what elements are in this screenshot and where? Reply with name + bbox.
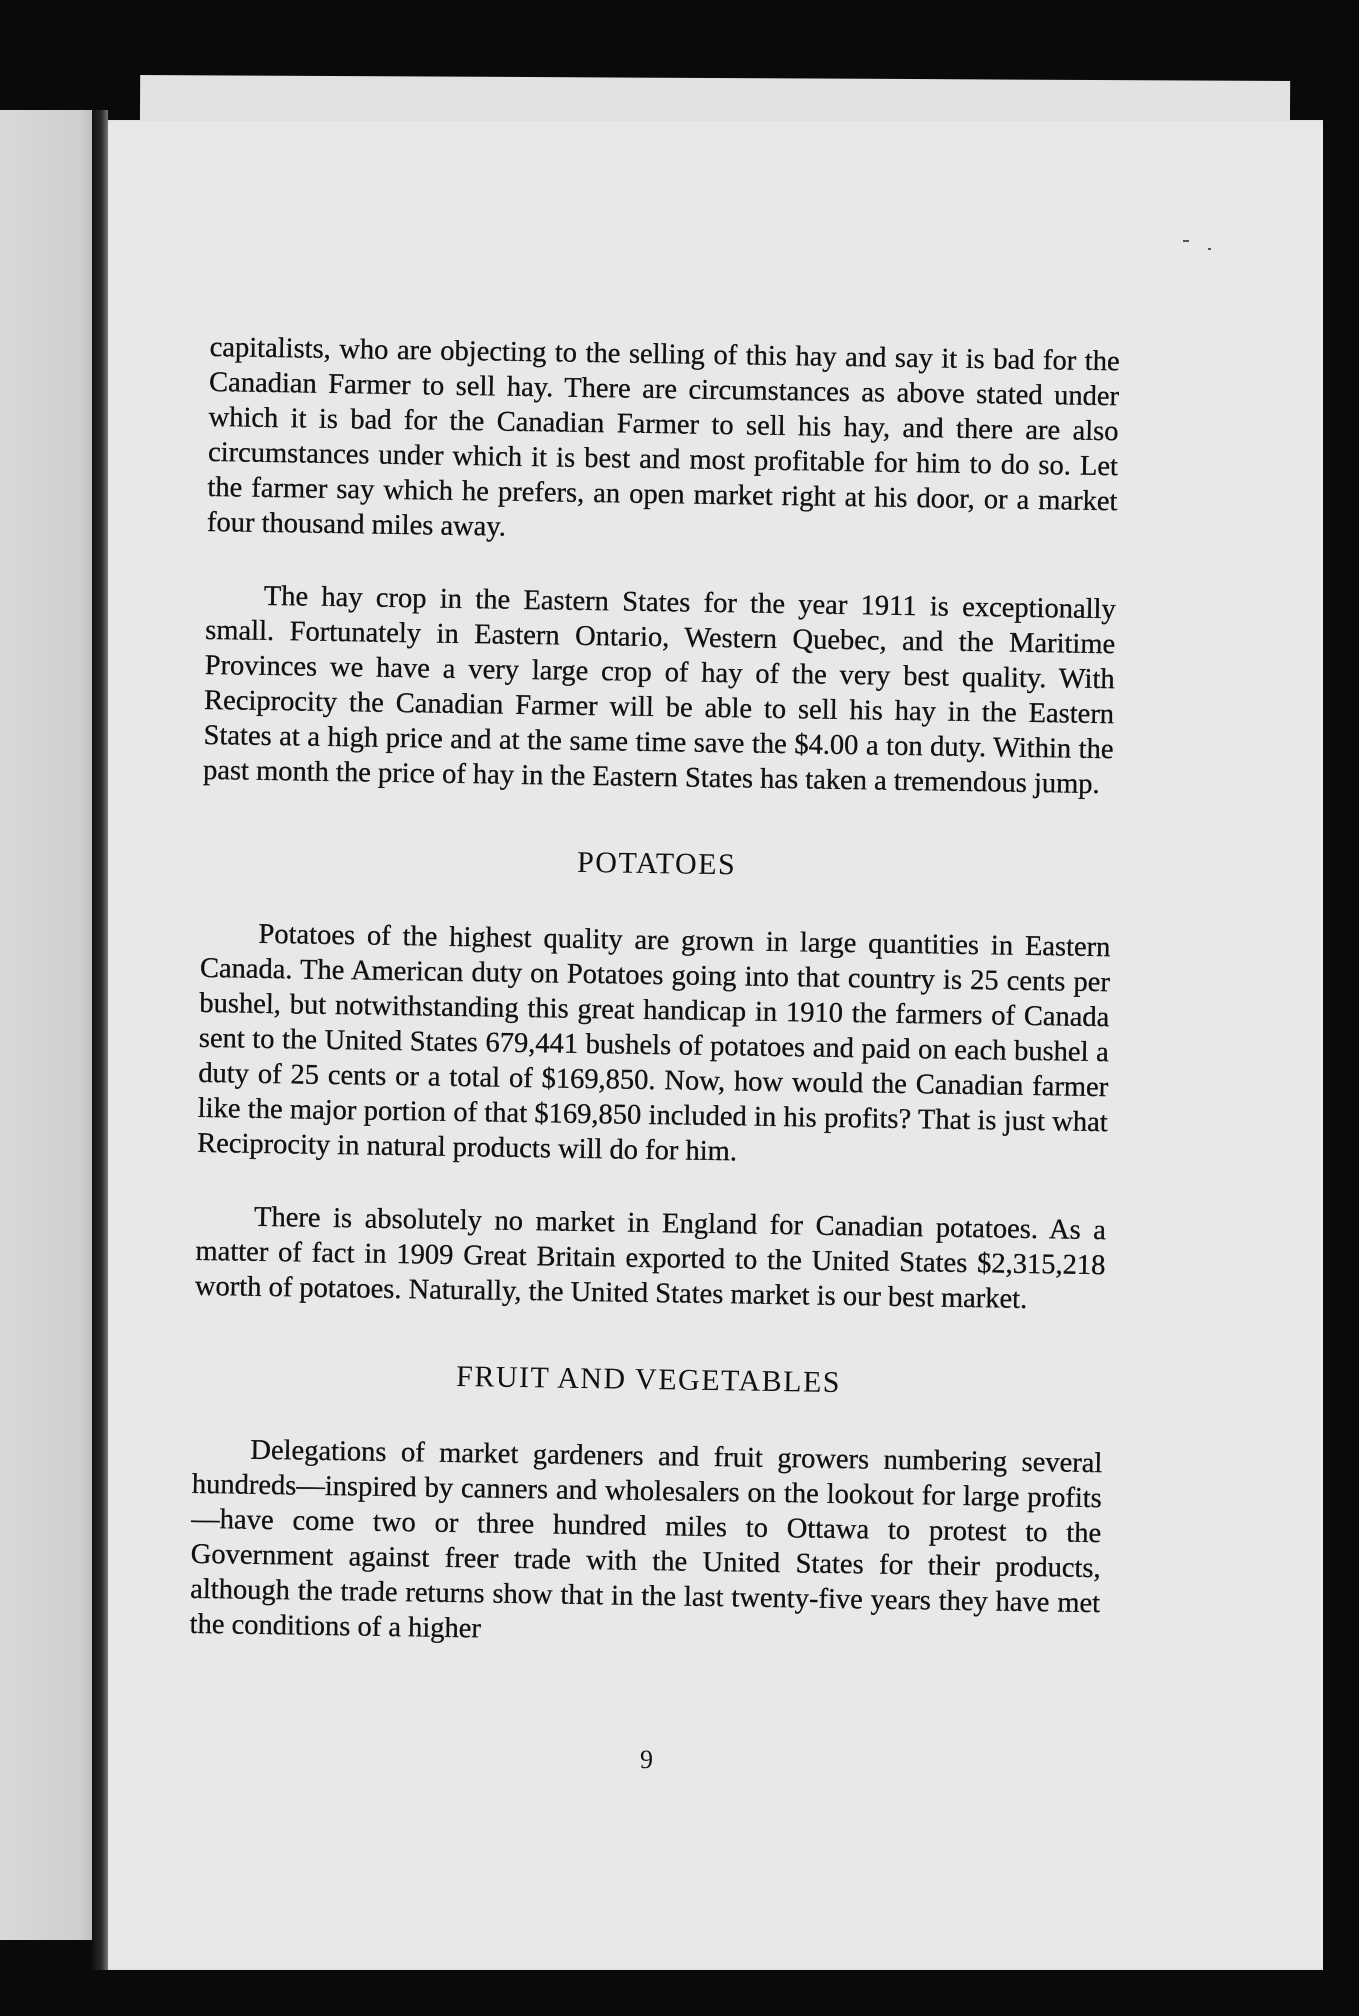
page-speck — [1208, 248, 1211, 250]
page-speck — [1183, 240, 1189, 242]
heading-fruit-vegetables: FRUIT AND VEGETABLES — [455, 1359, 842, 1400]
paragraph-potatoes-quality: Potatoes of the highest quality are grown in large quantities in Eastern Canada. The American duty on Potatoes going into that country is 25 cents per bushel, but notwithstanding this great handicap in 1910 the farmers of Canada sent to the United States 679,441 bushels of potatoes and paid on each bushel a duty of 25 cents or a total of $169,850. Now, how would the Canadian farmer like the major portion of that $169,850 included in his profits? That is just what Reciprocity in natural products will do for him. — [196, 918, 1111, 1168]
paragraph-delegations: Delegations of market gardeners and fruit growers numbering several hundreds—inspired by canners and wholesalers on the lookout for large profits—have come two or three hundred miles to Ottawa to protest to the Government against freer trade with the United States for their products, although the trade returns show that in the last twenty-five years they have met the conditions of a higher — [189, 1434, 1103, 1645]
heading-potatoes: POTATOES — [576, 845, 737, 882]
page-number: 9 — [640, 1745, 653, 1774]
page-content — [189, 330, 1119, 1656]
adjacent-page-edge — [0, 110, 100, 1940]
paragraph-england-market: There is absolutely no market in England for Canadian potatoes. As a matter of fact in 1909 Great Britain exported to the United States $2,315,218 worth of potatoes. Naturally, the United States market is our best market. — [194, 1201, 1107, 1315]
paragraph-capitalists: capitalists, who are objecting to the selling of this hay and say it is bad for the Canadian Farmer to sell hay. There are circumstances as above stated under which it is bad for the Canadian Farmer to sell his hay, and there are also circumstances under which it is best and most profitable for him to do so. Let the farmer say which he prefers, an open market right at his door, or a market four thousand miles away. — [206, 331, 1120, 543]
book-spine — [92, 110, 108, 1970]
paragraph-hay-crop: The hay crop in the Eastern States for the year 1911 is exceptionally small. Fortunately in Eastern Ontario, Western Quebec, and the Maritime Provinces we have a very large crop of hay of the very best quality. With Reciprocity the Canadian Farmer will be able to sell his hay in the Eastern States at a high price and at the same time save the $4.00 a ton duty. Within the past month the price of hay in the Eastern States has taken a tremendous jump. — [202, 580, 1116, 801]
